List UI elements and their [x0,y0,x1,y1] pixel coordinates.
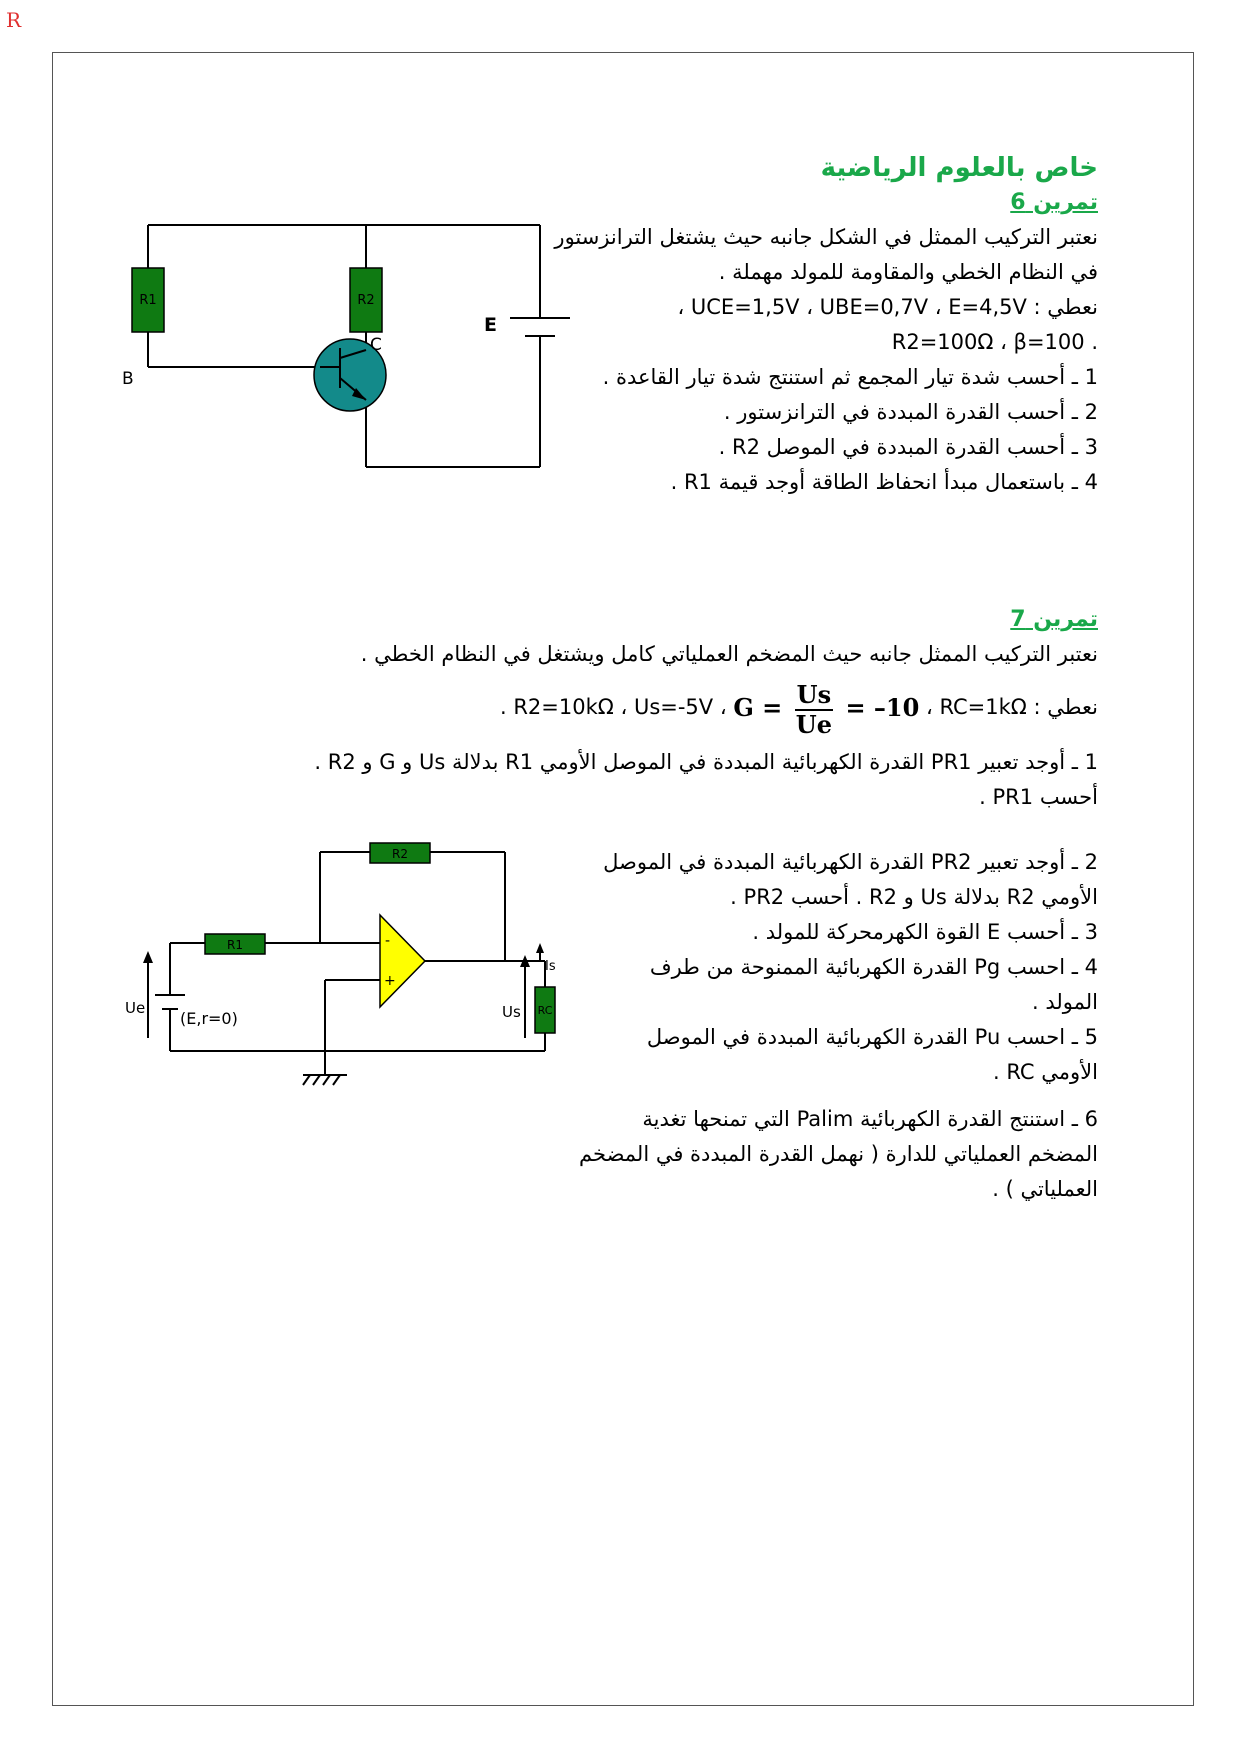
ex7-intro: نعتبر التركيب الممثل جانبه حيث المضخم العملياتي كامل ويشتغل في النظام الخطي . [360,642,1098,666]
gain-fraction [795,681,833,739]
ex7-heading: تمرين 7 [1010,607,1098,632]
ex7-question-6: 6 ـ استنتج القدرة الكهربائية Palim التي تمنحها تغدية المضخم العملياتي للدارة ( نهمل القدرة المبددة في المضخم العملياتي ) . [579,1107,1098,1201]
ex7-given-label: نعطي : [1033,695,1098,719]
exercise-6-text [538,150,1098,500]
ex7-question-1: 1 ـ أوجد تعبير PR1 القدرة الكهربائية المبددة في الموصل الأومي R1 بدلالة Us و G و R2 . [314,750,1098,774]
ex6-question-4: 4 ـ باستعمال مبدأ انحفاظ الطاقة أوجد قيمة R1 . [670,470,1098,494]
generator-label: (E,r=0) [180,1009,238,1028]
ex6-heading: تمرين 6 [1010,190,1098,215]
is-label: Is [545,959,556,974]
ex6-question-1: 1 ـ أحسب شدة تيار المجمع ثم استنتج شدة تيار القاعدة . [602,365,1098,389]
ex6-given [538,290,1098,325]
gain-numerator: Us [796,679,832,709]
opamp-icon [380,915,425,1007]
us-label: Us [502,1003,521,1021]
ex6-given-values: UCE=1,5V ، UBE=0,7V ، E=4,5V ، [677,295,1027,319]
ex7-r2-label: R2 [392,847,408,861]
ex6-question-2: 2 ـ أحسب القدرة المبددة في الترانزستور . [723,400,1098,424]
gain-formula [733,673,919,743]
ex6-emf-label: E [484,314,497,336]
ex7-question-3: 3 ـ أحسب E القوة الكهرمحركة للمولد . [752,920,1098,944]
ex6-r2-label: R2 [357,293,375,308]
gain-denominator: Ue [795,709,832,739]
ex6-transistor-circuit [110,210,580,480]
ex7-question-1b: أحسب PR1 . [979,785,1098,809]
ex7-opamp-circuit [115,835,585,1100]
ex6-r1-label: R1 [139,293,157,308]
ex7-question-6-wrap [138,1102,1098,1207]
ex7-given [138,672,1098,743]
section-title: خاص بالعلوم الرياضية [820,153,1098,183]
ex6-given-label: نعطي : [1033,295,1098,319]
ue-label: Ue [125,999,146,1017]
gain-value: = –10 [845,693,920,722]
ex7-given-end: ، RC=1kΩ . [499,695,1027,719]
opamp-minus: - [385,933,391,949]
gain-lhs: G = [733,693,783,722]
opamp-plus: + [384,973,396,989]
ex6-given-2: . R2=100Ω ، β=100 [891,330,1098,354]
ex7-rc-label: RC [537,1004,553,1017]
ex7-r1-label: R1 [227,938,243,952]
corner-mark: R [6,8,22,32]
ex7-question-2: 2 ـ أوجد تعبير PR2 القدرة الكهربائية المبددة في الموصل الأومي R2 بدلالة Us و R2 . أحسب PR2 . [603,850,1098,909]
ex7-question-4: 4 ـ احسب Pg القدرة الكهربائية الممنوحة من طرف المولد . [649,955,1098,1014]
exercise-7-questions [598,845,1098,1090]
ex6-base-label: B [122,369,134,389]
ex6-intro: نعتبر التركيب الممثل في الشكل جانبه حيث يشتغل الترانزستور في النظام الخطي والمقاومة للمولد مهملة . [554,225,1098,284]
exercise-7-text [138,603,1098,815]
ex6-collector-label: C [370,335,382,355]
ex7-question-5: 5 ـ احسب Pu القدرة الكهربائية المبددة في الموصل الأومي RC . [646,1025,1098,1084]
ex7-given-values: R2=10kΩ ، Us=-5V ، [513,695,727,719]
ex6-question-3: 3 ـ أحسب القدرة المبددة في الموصل R2 . [718,435,1098,459]
